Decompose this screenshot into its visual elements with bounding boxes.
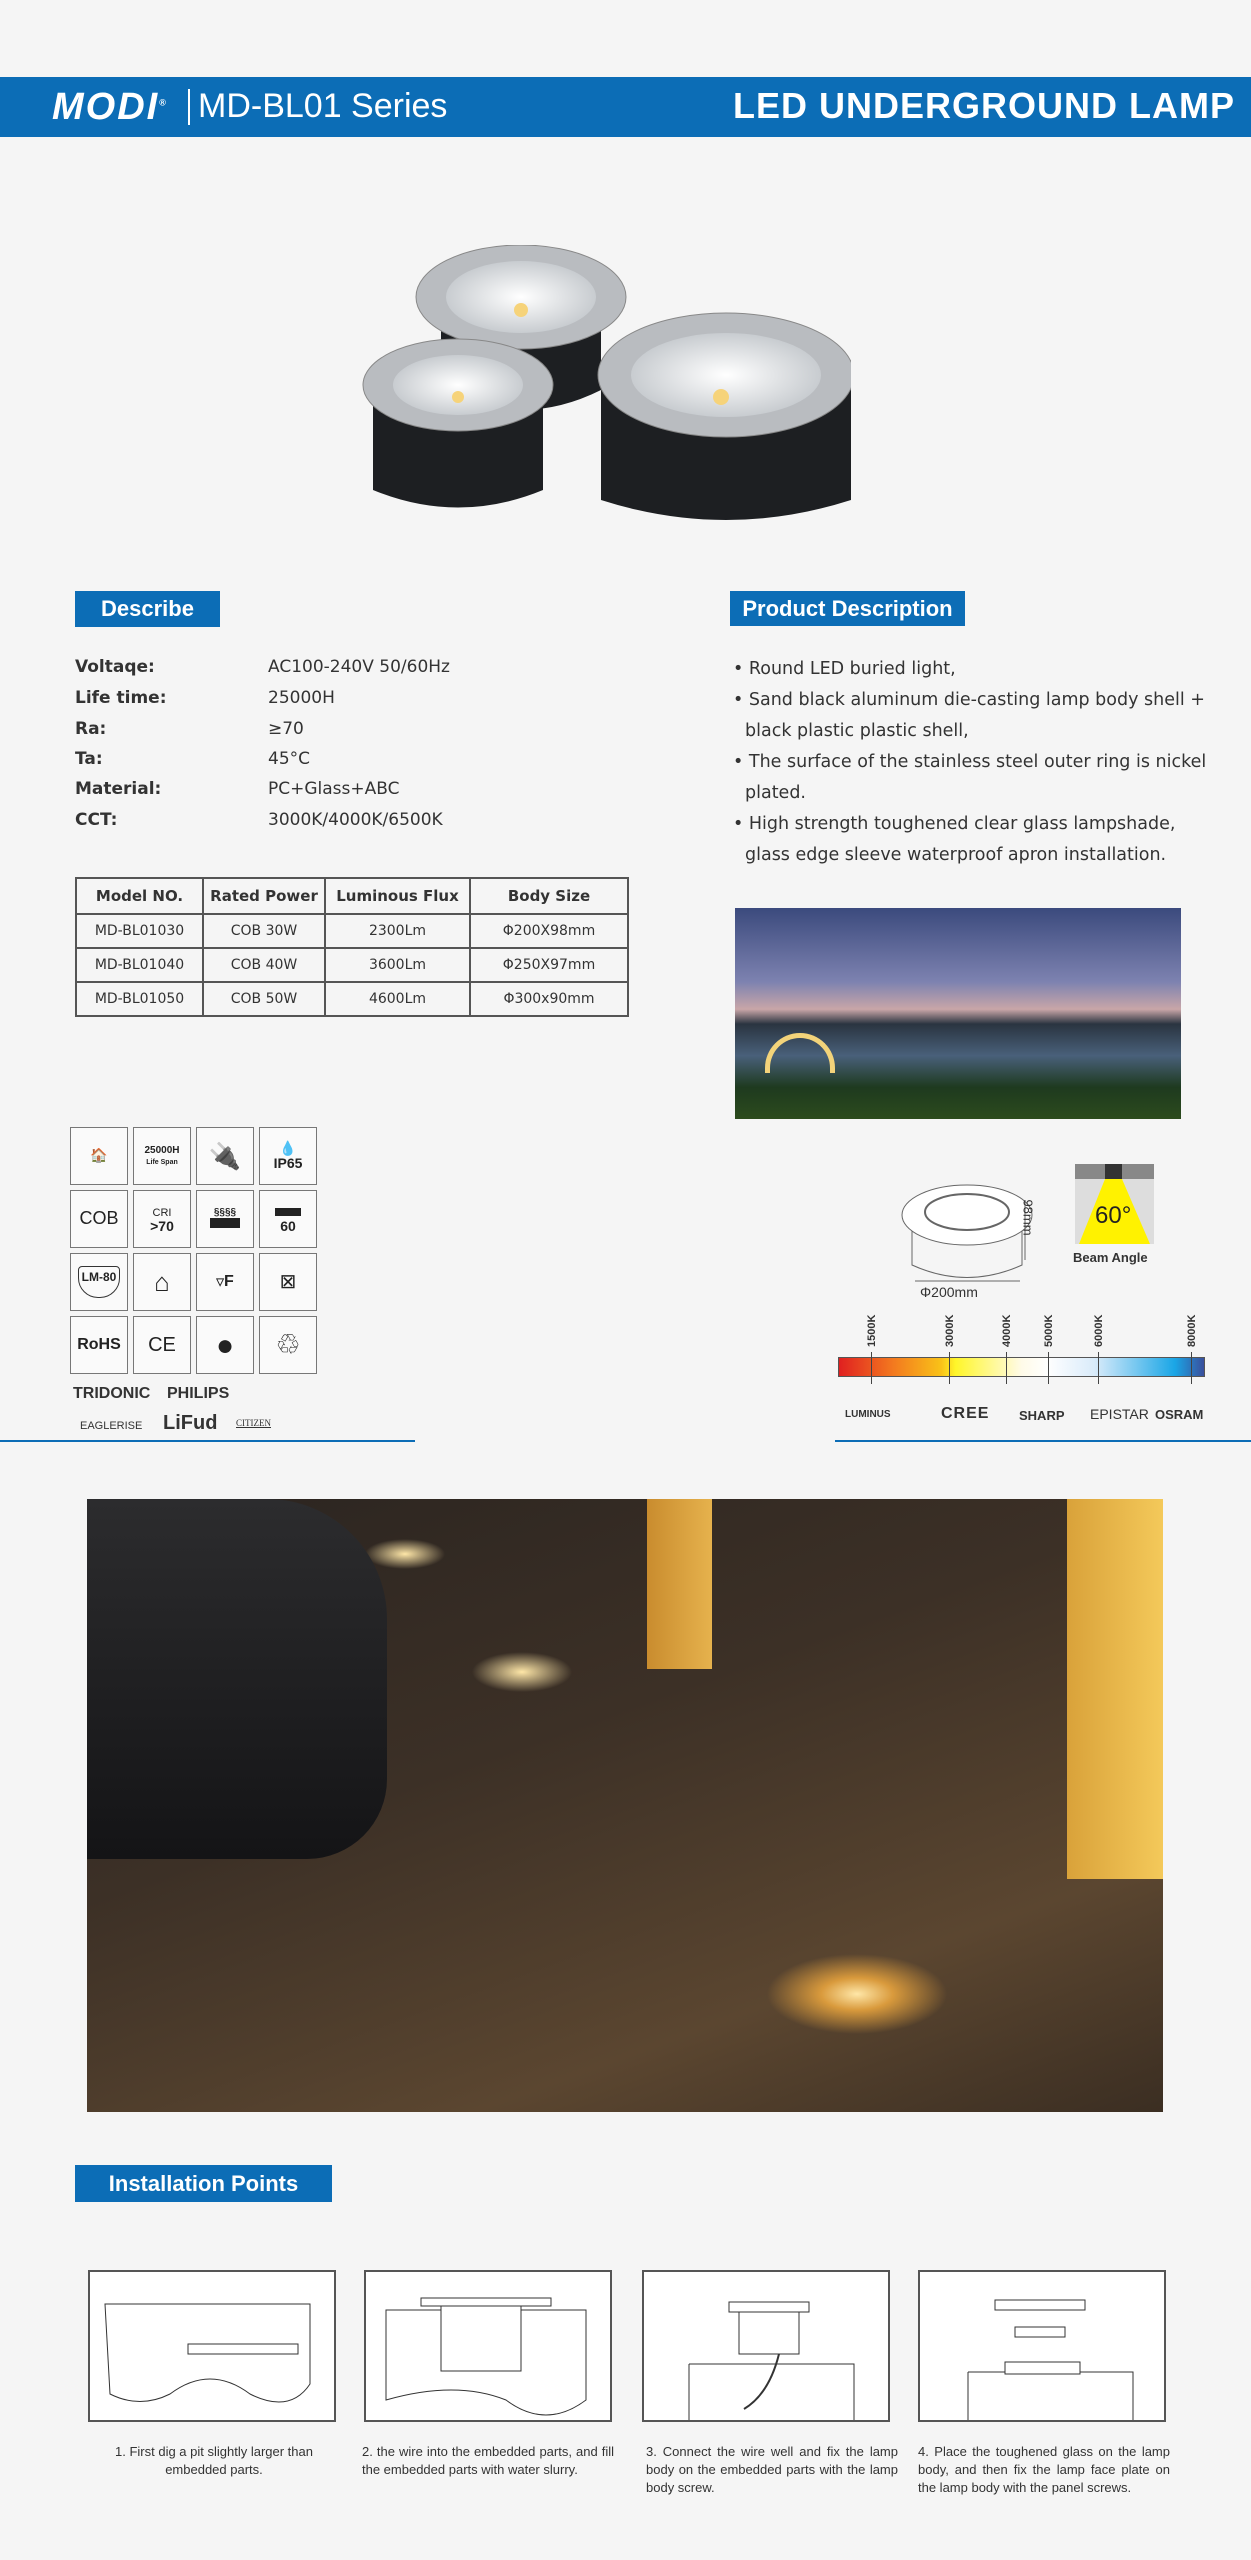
column-header: Rated Power	[203, 878, 325, 914]
beam-angle-label: Beam Angle	[1073, 1250, 1148, 1265]
table-row	[76, 982, 628, 1016]
bullet-item: • Round LED buried light,	[733, 659, 956, 679]
tick	[1048, 1352, 1049, 1384]
brand-logo: MODI®	[52, 86, 168, 128]
lit-pillar	[647, 1499, 712, 1669]
cob-icon: COB	[70, 1190, 128, 1248]
spec-key: Voltaqe:	[75, 657, 155, 677]
spec-value: ≥70	[268, 719, 304, 739]
step-3-diagram	[642, 2270, 890, 2422]
spec-value: 3000K/4000K/6500K	[268, 810, 443, 830]
series-title: MD-BL01 Series	[198, 87, 448, 125]
ip65-icon: 💧 IP65	[259, 1127, 317, 1185]
brand-cree: CREE	[941, 1405, 990, 1422]
step-4-diagram	[918, 2270, 1166, 2422]
divider-line	[835, 1440, 1251, 1442]
tick	[1098, 1352, 1099, 1384]
brand-epistar: EPISTAR	[1090, 1406, 1149, 1422]
spec-key: Material:	[75, 779, 162, 799]
cell: 4600Lm	[325, 982, 470, 1016]
divider	[188, 89, 190, 125]
bullet-item: • High strength toughened clear glass lampshade, glass edge sleeve waterproof apron installation.	[733, 814, 1176, 865]
cell: COB 50W	[203, 982, 325, 1016]
brand-lifud: LiFud	[163, 1412, 218, 1434]
green-dot-icon: ●	[196, 1316, 254, 1374]
step-3-caption: 3. Connect the wire well and fix the lamp body on the embedded parts with the lamp body screw.	[646, 2444, 898, 2495]
lm80-icon: LM-80	[70, 1253, 128, 1311]
cct-label: 5000K	[1043, 1314, 1055, 1347]
table-header-row	[76, 878, 628, 914]
brand-philips: PHILIPS	[167, 1385, 230, 1402]
cct-color-scale	[838, 1314, 1205, 1377]
cri-icon: CRI >70	[133, 1190, 191, 1248]
cct-label: 1500K	[866, 1314, 878, 1347]
brand-sharp: SHARP	[1019, 1408, 1065, 1423]
lit-wall	[1067, 1499, 1163, 1879]
lifespan-icon: 25000H Life Span	[133, 1127, 191, 1185]
brand-luminus: LUMINUS	[845, 1409, 891, 1420]
cell: COB 30W	[203, 914, 325, 948]
lamp-large	[598, 313, 851, 520]
cell: MD-BL01050	[76, 982, 203, 1016]
table-row	[76, 914, 628, 948]
cell: Φ300x90mm	[470, 982, 628, 1016]
cct-label: 6000K	[1093, 1314, 1105, 1347]
cct-label: 8000K	[1186, 1314, 1198, 1347]
step-2-caption: 2. the wire into the embedded parts, and fill the embedded parts with water slurry.	[362, 2444, 614, 2477]
product-lamps-image	[351, 245, 851, 525]
step-1-caption: 1. First dig a pit slightly larger than embedded parts.	[115, 2444, 313, 2477]
divider-line	[0, 1440, 415, 1442]
product-title: LED UNDERGROUND LAMP	[733, 85, 1235, 126]
weee-bin-icon: ⊠	[259, 1253, 317, 1311]
cell: 2300Lm	[325, 914, 470, 948]
brand-eaglerise: EAGLERISE	[80, 1420, 143, 1432]
feature-icons-grid	[70, 1127, 317, 1374]
header-banner	[0, 77, 1251, 137]
installation-heading: Installation Points	[75, 2165, 332, 2202]
installed-lamps-photo	[87, 1499, 1163, 2112]
brand-tridonic: TRIDONIC	[73, 1385, 151, 1402]
cct-label: 4000K	[1001, 1314, 1013, 1347]
step-4-caption: 4. Place the toughened glass on the lamp body, and then fix the lamp face plate on the lamp body with the panel screws.	[918, 2444, 1170, 2495]
f-mark-icon: ▽ F	[196, 1253, 254, 1311]
cct-label: 3000K	[944, 1314, 956, 1347]
beam-angle-value: 60°	[1095, 1202, 1132, 1229]
spec-key: Ta:	[75, 749, 103, 769]
product-description-heading: Product Description	[730, 591, 965, 626]
eco-home-icon: 🏠	[70, 1127, 128, 1185]
diameter-dimension: Φ200mm	[920, 1284, 978, 1300]
cell: MD-BL01030	[76, 914, 203, 948]
brand-osram: OSRAM	[1155, 1407, 1204, 1422]
spec-value: 45°C	[268, 749, 311, 769]
spec-value: AC100-240V 50/60Hz	[268, 657, 450, 677]
spec-value: 25000H	[268, 688, 335, 708]
cell: Φ250X97mm	[470, 948, 628, 982]
spec-key: Ra:	[75, 719, 107, 739]
description-bullets	[733, 654, 1213, 871]
night-scene-photo	[735, 908, 1181, 1119]
recycle-icon: ♲	[259, 1316, 317, 1374]
cell: MD-BL01040	[76, 948, 203, 982]
lit-arch	[765, 1033, 835, 1073]
beam-angle-diagram	[1075, 1164, 1154, 1244]
eco-plug-icon: 🔌	[196, 1127, 254, 1185]
cell: 3600Lm	[325, 948, 470, 982]
brand-citizen: CITIZEN	[236, 1418, 271, 1428]
step-2-diagram	[364, 2270, 612, 2422]
heat-sink-icon: §§§§	[196, 1190, 254, 1248]
tick	[1191, 1352, 1192, 1384]
indoor-use-icon: ⌂	[133, 1253, 191, 1311]
tick	[1006, 1352, 1007, 1384]
lamp-small	[363, 339, 553, 508]
ce-icon: CE	[133, 1316, 191, 1374]
spec-value: PC+Glass+ABC	[268, 779, 400, 799]
tick	[871, 1352, 872, 1384]
column-header: Luminous Flux	[325, 878, 470, 914]
step-1-diagram	[88, 2270, 336, 2422]
spec-key: CCT:	[75, 810, 118, 830]
bullet-item: • The surface of the stainless steel outer ring is nickel plated.	[733, 752, 1207, 803]
model-table	[75, 877, 629, 1017]
bullet-item: • Sand black aluminum die-casting lamp body shell + black plastic plastic shell,	[733, 690, 1205, 741]
table-row	[76, 948, 628, 982]
rohs-icon: RoHS	[70, 1316, 128, 1374]
describe-heading: Describe	[75, 591, 220, 627]
column-header: Body Size	[470, 878, 628, 914]
height-dimension: 98mm	[1020, 1199, 1036, 1236]
column-header: Model NO.	[76, 878, 203, 914]
spec-key: Life time:	[75, 688, 167, 708]
car-silhouette	[87, 1499, 387, 1859]
beam-angle-icon: 60	[259, 1190, 317, 1248]
cell: COB 40W	[203, 948, 325, 982]
cell: Φ200X98mm	[470, 914, 628, 948]
tick	[949, 1352, 950, 1384]
